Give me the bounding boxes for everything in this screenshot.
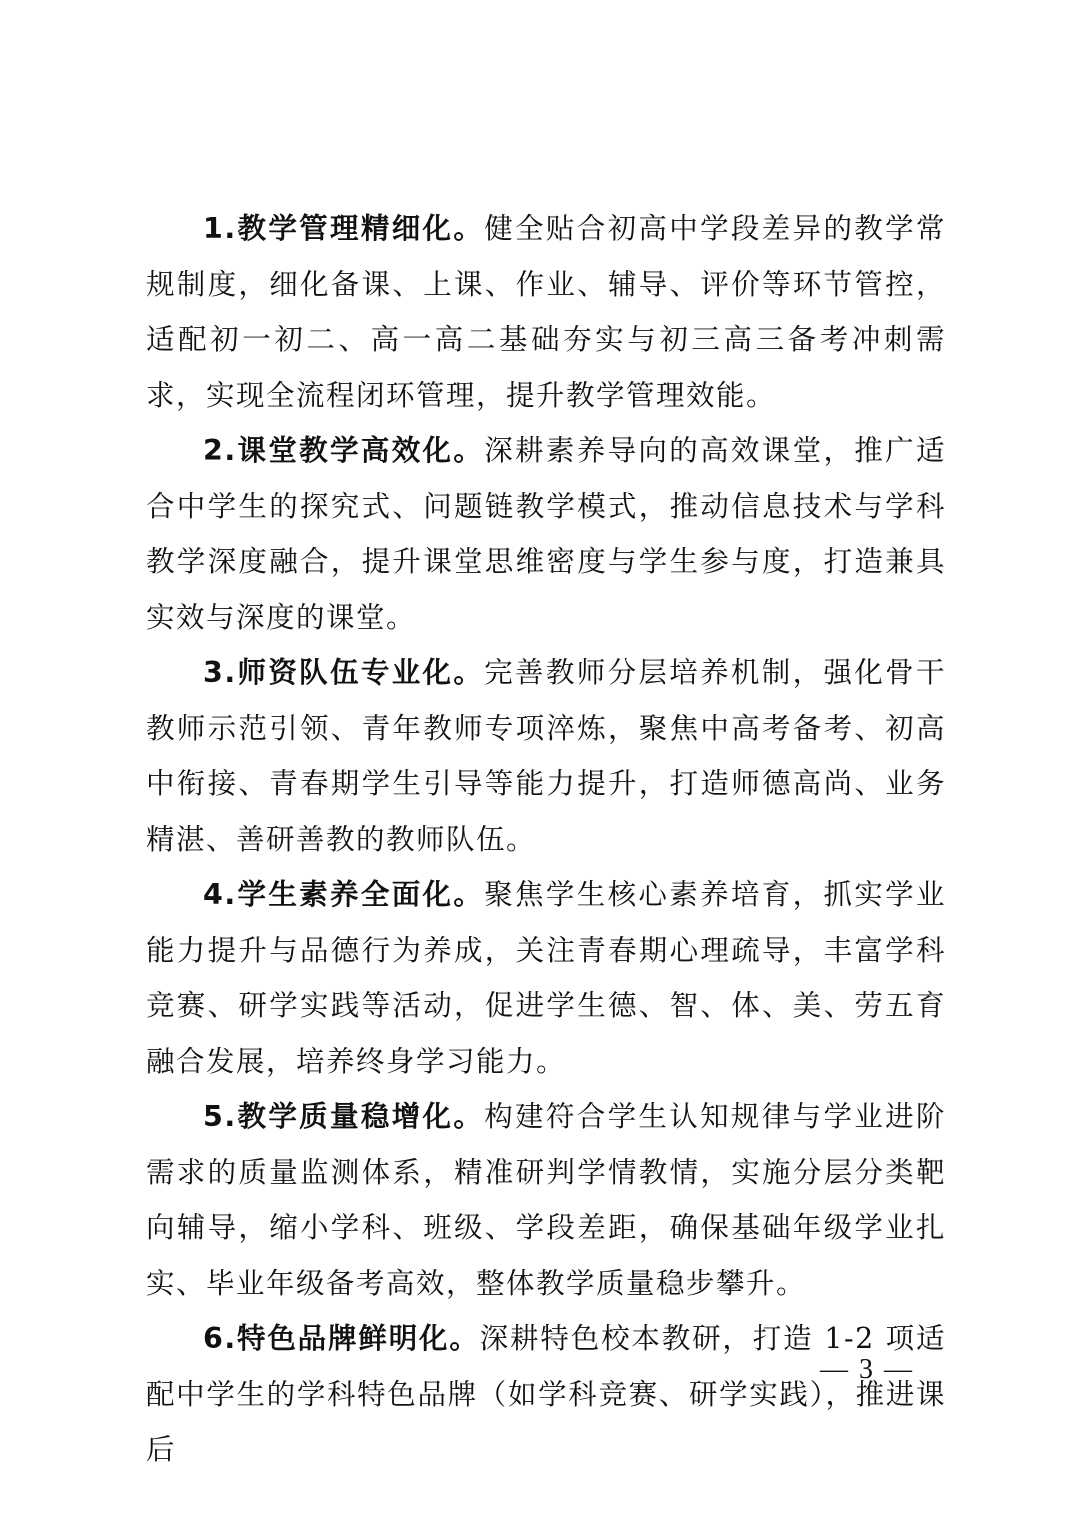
- paragraph-4: [146, 867, 946, 1089]
- paragraph-1-heading: 1.教学管理精细化。: [203, 212, 485, 245]
- paragraph-2-text: 深耕素养导向的高效课堂，推广适合中学生的探究式、问题链教学模式，推动信息技术与学科教学深度融合，提升课堂思维密度与学生参与度，打造兼具实效与深度的课堂。: [146, 434, 946, 634]
- paragraph-2: [146, 423, 946, 645]
- paragraph-3-heading: 3.师资队伍专业化。: [203, 656, 485, 689]
- paragraph-4-heading: 4.学生素养全面化。: [203, 878, 485, 911]
- page-number: — 3 —: [820, 1354, 914, 1385]
- paragraph-5-text: 构建符合学生认知规律与学业进阶需求的质量监测体系，精准研判学情教情，实施分层分类靶向辅导，缩小学科、班级、学段差距，确保基础年级学业扎实、毕业年级备考高效，整体教学质量稳步攀升。: [146, 1100, 946, 1300]
- paragraph-5-heading: 5.教学质量稳增化。: [203, 1100, 485, 1133]
- paragraph-3: [146, 645, 946, 867]
- paragraph-6-heading: 6.特色品牌鲜明化。: [203, 1322, 480, 1355]
- paragraph-3-text: 完善教师分层培养机制，强化骨干教师示范引领、青年教师专项淬炼，聚焦中高考备考、初高中衔接、青春期学生引导等能力提升，打造师德高尚、业务精湛、善研善教的教师队伍。: [146, 656, 946, 856]
- paragraph-5: [146, 1089, 946, 1311]
- paragraph-1: [146, 201, 946, 423]
- paragraph-2-heading: 2.课堂教学高效化。: [203, 434, 485, 467]
- paragraph-4-text: 聚焦学生核心素养培育，抓实学业能力提升与品德行为养成，关注青春期心理疏导，丰富学科竞赛、研学实践等活动，促进学生德、智、体、美、劳五育融合发展，培养终身学习能力。: [146, 878, 946, 1078]
- document-body: [146, 201, 946, 1478]
- paragraph-1-text: 健全贴合初高中学段差异的教学常规制度，细化备课、上课、作业、辅导、评价等环节管控，适配初一初二、高一高二基础夯实与初三高三备考冲刺需求，实现全流程闭环管理，提升教学管理效能。: [146, 212, 946, 412]
- paragraph-6-text: 深耕特色校本教研，打造 1-2 项适配中学生的学科特色品牌（如学科竞赛、研学实践），推进课后: [146, 1322, 946, 1466]
- paragraph-6: [146, 1311, 946, 1478]
